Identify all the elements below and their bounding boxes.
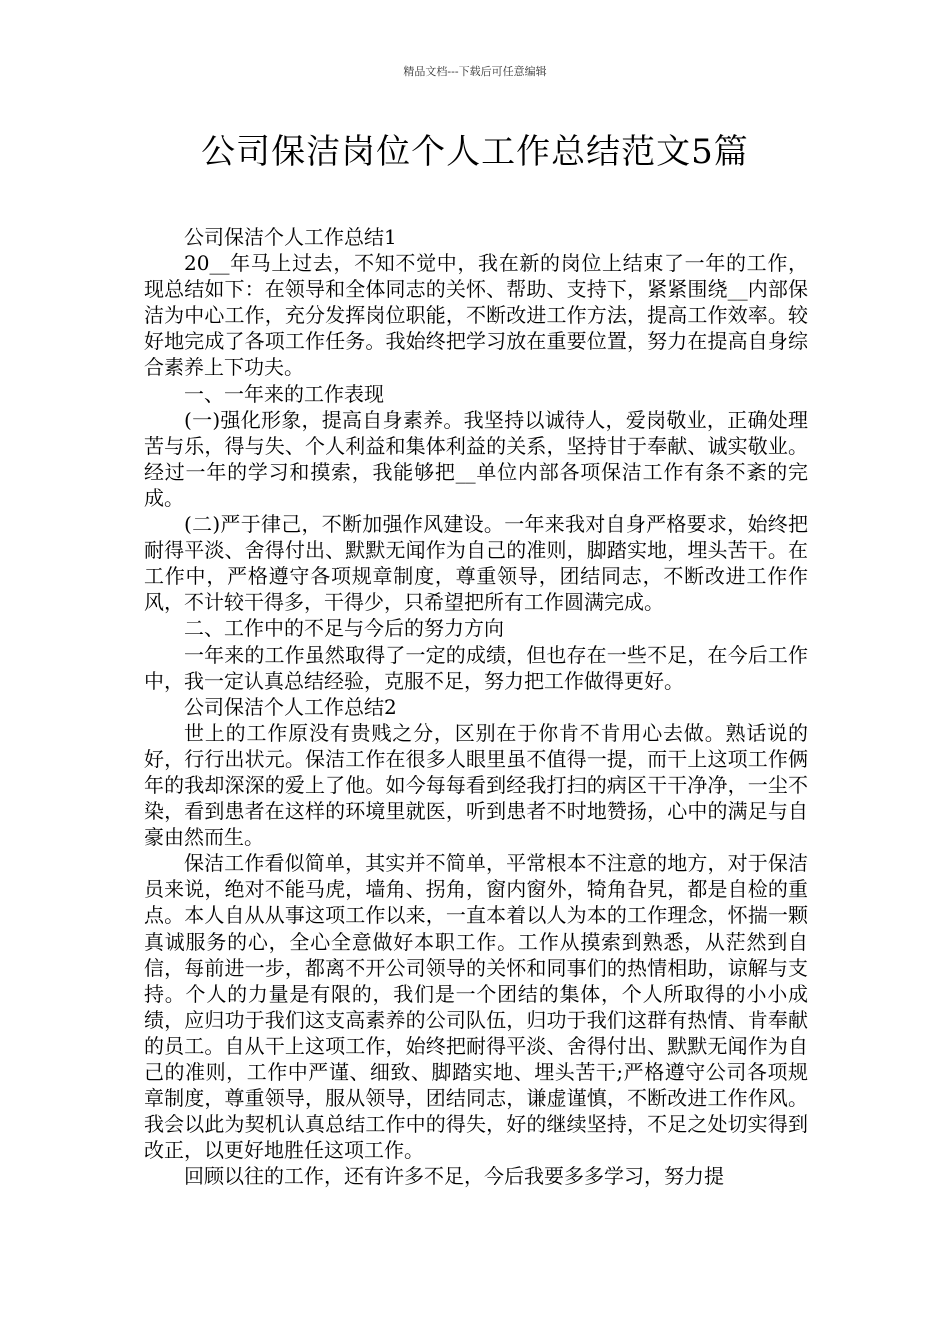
paragraph: 世上的工作原没有贵贱之分，区别在于你肯不肯用心去做。熟话说的好，行行出状元。保洁工作在很多人眼里虽不值得一提，而干上这项工作俩年的我却深深的爱上了他。如今每每看到经我打扫的病区干干净净，一尘不染，看到患者在这样的环境里就医，听到患者不时地赞扬，心中的满足与自豪由然而生。 bbox=[144, 720, 808, 850]
document-body bbox=[144, 224, 808, 1189]
section-heading: 二、工作中的不足与今后的努力方向 bbox=[184, 616, 504, 641]
paragraph: 一年来的工作虽然取得了一定的成绩，但也存在一些不足，在今后工作中，我一定认真总结经验，克服不足，努力把工作做得更好。 bbox=[144, 642, 808, 693]
section-heading-summary-1: 公司保洁个人工作总结1 bbox=[184, 225, 397, 249]
paragraph: 保洁工作看似简单，其实并不简单，平常根本不注意的地方，对于保洁员来说，绝对不能马虎，墙角、拐角，窗内窗外，犄角旮旯，都是自检的重点。本人自从从事这项工作以来，一直本着以人为本的工作理念，怀揣一颗真诚服务的心，全心全意做好本职工作。工作从摸索到熟悉，从茫然到自信，每前进一步，都离不开公司领导的关怀和同事们的热情相助，谅解与支持。个人的力量是有限的，我们是一个团结的集体，个人所取得的小小成绩，应归功于我们这支高素养的公司队伍，归功于我们这群有热情、肯奉献的员工。自从干上这项工作，始终把耐得平淡、舍得付出、默默无闻作为自己的准则，工作中严谨、细致、脚踏实地、埋头苦干;严格遵守公司各项规章制度，尊重领导，服从领导，团结同志，谦虚谨慎，不断改进工作作风。我会以此为契机认真总结工作中的得失，好的继续坚持，不足之处切实得到改正，以更好地胜任这项工作。 bbox=[144, 851, 808, 1163]
section-heading-summary-2: 公司保洁个人工作总结2 bbox=[184, 694, 397, 719]
document-title: 公司保洁岗位个人工作总结范文5篇 bbox=[201, 132, 749, 172]
section-heading: 一、一年来的工作表现 bbox=[184, 381, 384, 406]
paragraph: (一)强化形象，提高自身素养。我坚持以诚待人，爱岗敬业，正确处理苦与乐，得与失、个人利益和集体利益的关系，坚持甘于奉献、诚实敬业。经过一年的学习和摸索，我能够把__单位内部各项保洁工作有条不紊的完成。 bbox=[144, 407, 808, 510]
paragraph: 20__年马上过去，不知不觉中，我在新的岗位上结束了一年的工作，现总结如下：在领导和全体同志的关怀、帮助、支持下，紧紧围绕__内部保洁为中心工作，充分发挥岗位职能，不断改进工作方法，提高工作效率。较好地完成了各项工作任务。我始终把学习放在重要位置，努力在提高自身综合素养上下功夫。 bbox=[144, 251, 808, 380]
paragraph: 回顾以往的工作，还有许多不足，今后我要多多学习，努力提 bbox=[184, 1164, 724, 1189]
paragraph: (二)严于律己，不断加强作风建设。一年来我对自身严格要求，始终把耐得平淡、舍得付出、默默无闻作为自己的准则，脚踏实地，埋头苦干。在工作中，严格遵守各项规章制度，尊重领导，团结同志，不断改进工作作风，不计较干得多，干得少，只希望把所有工作圆满完成。 bbox=[144, 512, 808, 615]
header-note: 精品文档---下载后可任意编辑 bbox=[403, 65, 547, 78]
